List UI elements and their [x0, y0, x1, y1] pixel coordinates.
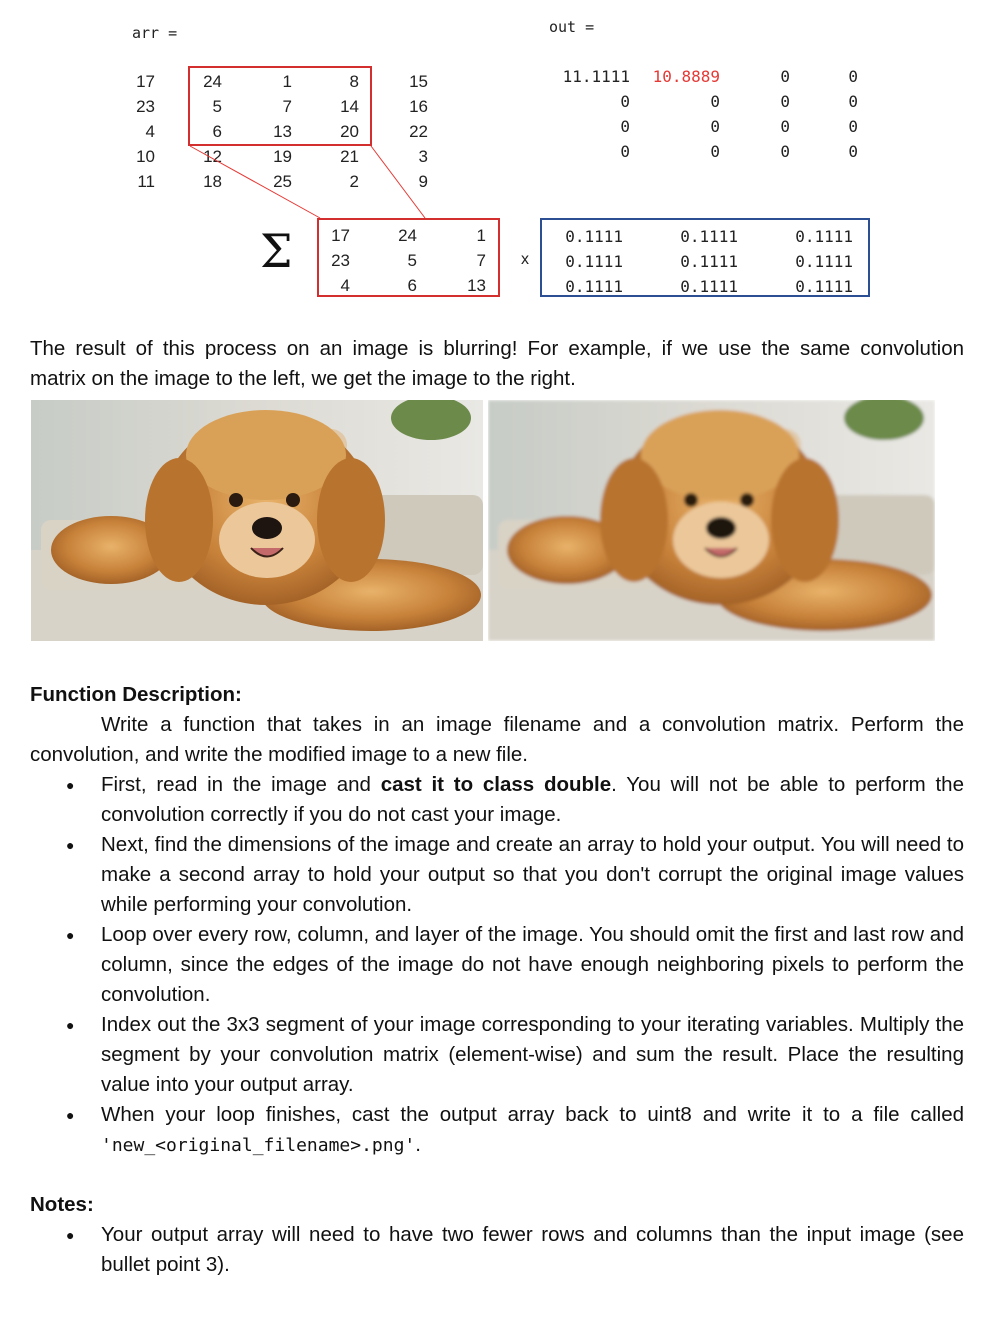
out-cell-r2-c2: 0 [710, 92, 720, 111]
arr-cell-r5-c1: 11 [137, 172, 155, 191]
out-cell-r3-c3: 0 [780, 117, 790, 136]
kernel-cell-r3-c2: 0.1111 [680, 277, 738, 296]
dog-illustration-blurred [488, 400, 935, 641]
arr-cell-r4-c4: 21 [340, 147, 359, 166]
segment-cell-r1-c1: 17 [331, 226, 350, 245]
out-cell-r1-c4: 0 [848, 67, 858, 86]
arr-cell-r4-c5: 3 [418, 147, 428, 166]
segment-cell-r2-c3: 7 [476, 251, 486, 270]
fd-bullet-3: ● Loop over every row, column, and layer of the image. You should omit the first and last row and column, since the edges of the image do not have enough neighboring pixels to perform the convolution. [30, 920, 964, 1010]
dog-photo-blurred [488, 400, 935, 641]
convolution-diagram [0, 0, 1004, 330]
dog-illustration-sharp [31, 400, 483, 641]
arr-cell-r3-c1: 4 [145, 122, 155, 141]
arr-cell-r1-c4: 8 [349, 72, 359, 91]
fd-bullet-1-text-a: First, read in the image and [101, 773, 381, 796]
out-cell-r3-c1: 0 [620, 117, 630, 136]
arr-cell-r2-c2: 5 [212, 97, 222, 116]
out-cell-r3-c2: 0 [710, 117, 720, 136]
times-symbol: x [521, 251, 529, 268]
fd-bullet-5 [30, 1100, 964, 1161]
notes-bullets [30, 1220, 964, 1280]
kernel-cell-r2-c2: 0.1111 [680, 252, 738, 271]
out-cell-r4-c1: 0 [620, 142, 630, 161]
out-cell-r4-c4: 0 [848, 142, 858, 161]
out-label: out = [549, 18, 595, 36]
fd-intro-line-1: Write a function that takes in an image filename and a convolution matrix. Perform the [101, 713, 964, 736]
fd-bullet-1-bold: cast it to class double [380, 773, 612, 796]
function-description-bullets [30, 770, 964, 1161]
arr-cell-r5-c5: 9 [418, 172, 428, 191]
fd-intro-line-2: convolution, and write the modified image to a new file. [30, 743, 528, 766]
arr-cell-r2-c5: 16 [409, 97, 428, 116]
segment-cell-r3-c2: 6 [407, 276, 417, 295]
arr-cell-r4-c3: 19 [273, 147, 292, 166]
fd-bullet-1 [30, 770, 964, 830]
kernel-cell-r1-c3: 0.1111 [795, 227, 853, 246]
notes-bullet-1: ● Your output array will need to have two fewer rows and columns than the input image (see bullet point 3). [30, 1220, 964, 1280]
arr-cell-r3-c5: 22 [409, 122, 428, 141]
fd-bullet-2: ● Next, find the dimensions of the image and create an array to hold your output. You will need to make a second array to hold your output so that you don't corrupt the original image values while performing your convolution. [30, 830, 964, 920]
arr-cell-r1-c1: 17 [136, 72, 155, 91]
segment-cell-r1-c2: 24 [398, 226, 417, 245]
fd-bullet-4: ● Index out the 3x3 segment of your image corresponding to your iterating variables. Multiply the segment by your convolution matrix (element-wise) and sum the result. Place the resulting value into your output array. [30, 1010, 964, 1100]
arr-cell-r1-c2: 24 [203, 72, 222, 91]
arr-cell-r2-c4: 14 [340, 97, 359, 116]
intro-paragraph [30, 334, 964, 394]
intro-line-1: The result of this process on an image is blurring! For example, if we use the same convolution [30, 337, 964, 360]
arr-label: arr = [132, 24, 178, 42]
kernel-cell-r3-c3: 0.1111 [795, 277, 853, 296]
segment-cell-r2-c1: 23 [331, 251, 350, 270]
arr-cell-r4-c1: 10 [136, 147, 155, 166]
connector-line-left [190, 146, 320, 218]
arr-cell-r1-c3: 1 [282, 72, 292, 91]
fd-bullet-5-text-a: When your loop finishes, cast the output array back to uint8 and write it to a file called [101, 1103, 964, 1126]
out-cell-r2-c3: 0 [780, 92, 790, 111]
function-description-heading: Function Description: [30, 683, 242, 706]
arr-cell-r1-c5: 15 [409, 72, 428, 91]
segment-cell-r3-c1: 4 [340, 276, 350, 295]
connector-line-right [371, 146, 425, 218]
fd-bullet-5-code: 'new_<original_filename>.png' [101, 1135, 416, 1156]
arr-cell-r3-c4: 20 [340, 122, 359, 141]
sigma-symbol: Σ [260, 224, 293, 278]
out-cell-r2-c4: 0 [848, 92, 858, 111]
segment-cell-r1-c3: 1 [476, 226, 486, 245]
out-cell-r4-c3: 0 [780, 142, 790, 161]
function-description-intro [30, 710, 964, 770]
out-cell-r3-c4: 0 [848, 117, 858, 136]
arr-cell-r2-c1: 23 [136, 97, 155, 116]
arr-cell-r5-c3: 25 [273, 172, 292, 191]
kernel-cell-r3-c1: 0.1111 [565, 277, 623, 296]
dog-photo-original [31, 400, 483, 641]
fd-bullet-5-text-b: . [415, 1133, 421, 1156]
arr-cell-r3-c3: 13 [273, 122, 292, 141]
arr-cell-r5-c2: 18 [203, 172, 222, 191]
arr-cell-r2-c3: 7 [282, 97, 292, 116]
out-cell-r1-c1: 11.1111 [562, 67, 630, 86]
arr-cell-r3-c2: 6 [212, 122, 222, 141]
intro-line-2: matrix on the image to the left, we get the image to the right. [30, 367, 576, 390]
kernel-cell-r2-c1: 0.1111 [565, 252, 623, 271]
segment-cell-r2-c2: 5 [407, 251, 417, 270]
kernel-cell-r1-c1: 0.1111 [565, 227, 623, 246]
out-cell-r1-c3: 0 [780, 67, 790, 86]
out-cell-r1-c2: 10.8889 [652, 67, 720, 86]
kernel-cell-r2-c3: 0.1111 [795, 252, 853, 271]
segment-cell-r3-c3: 13 [467, 276, 486, 295]
out-cell-r4-c2: 0 [710, 142, 720, 161]
out-cell-r2-c1: 0 [620, 92, 630, 111]
kernel-cell-r1-c2: 0.1111 [680, 227, 738, 246]
arr-cell-r4-c2: 12 [203, 147, 222, 166]
fd-bullet-1-text-b: . You will not be able to perform the convolution correctly if you do not cast your image. [101, 773, 964, 826]
notes-heading: Notes: [30, 1193, 94, 1216]
arr-cell-r5-c4: 2 [349, 172, 359, 191]
